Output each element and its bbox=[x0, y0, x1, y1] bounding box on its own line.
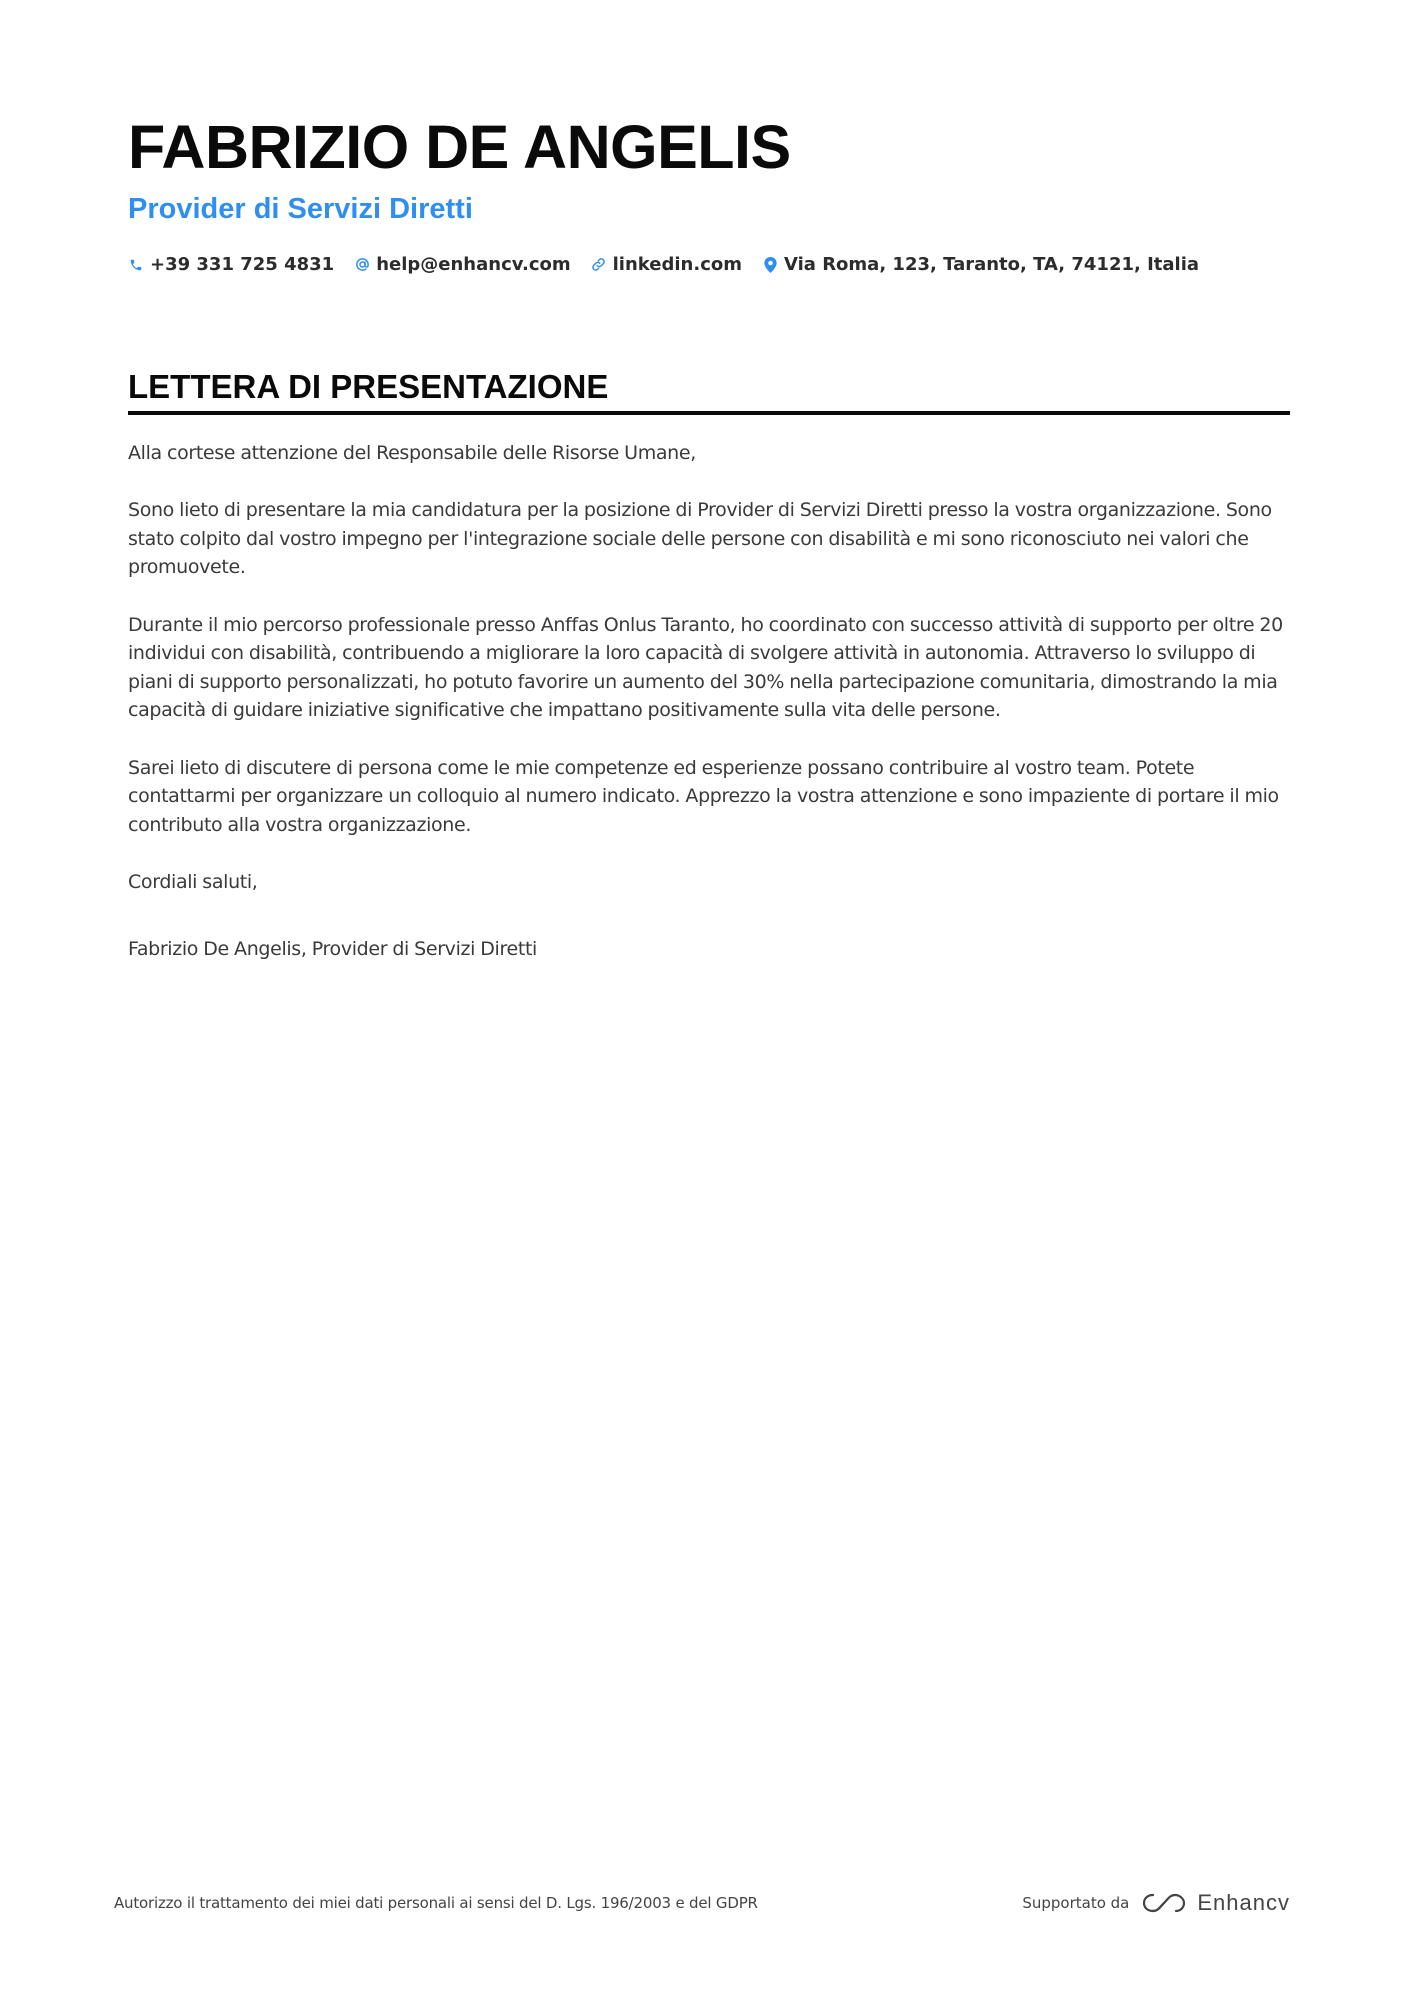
enhancv-logo-icon bbox=[1141, 1891, 1187, 1915]
letter-signature: Fabrizio De Angelis, Provider di Servizi Diretti bbox=[128, 937, 537, 960]
contact-email[interactable] bbox=[354, 254, 570, 275]
enhancv-logo-text: Enhancv bbox=[1197, 1890, 1290, 1915]
letter-closing: Cordiali saluti, bbox=[128, 870, 258, 893]
phone-icon bbox=[128, 256, 144, 274]
privacy-consent: Autorizzo il trattamento dei miei dati personali ai sensi del D. Lgs. 196/2003 e del GDPR bbox=[114, 1894, 758, 1912]
letter-paragraph: Sarei lieto di discutere di persona come le mie competenze ed esperienze possano contribuire al vostro team. Potete contattarmi per organizzare un colloquio al numero indicato. Apprezzo la vostra attenzione e sono impaziente di portare il mio contributo alla vostra organizzazione. bbox=[128, 756, 1279, 836]
letter-greeting: Alla cortese attenzione del Responsabile delle Risorse Umane, bbox=[128, 442, 696, 464]
link-icon bbox=[591, 256, 607, 274]
applicant-role: Provider di Servizi Diretti bbox=[128, 193, 473, 225]
contact-bar bbox=[128, 254, 1290, 275]
cover-letter-page bbox=[128, 110, 1290, 992]
letter-paragraph: Durante il mio percorso professionale presso Anffas Onlus Taranto, ho coordinato con successo attività di supporto per oltre 20 individui con disabilità, contribuendo a migliorare la loro capacità di svolgere attività in autonomia. Attraverso lo sviluppo di piani di supporto personalizzati, ho potuto favorire un aumento del 30% nella partecipazione comunitaria, dimostrando la mia capacità di guidare iniziative significative che impattano positivamente sulla vita delle persone. bbox=[128, 613, 1283, 722]
location-pin-icon bbox=[762, 256, 778, 274]
section-title: LETTERA DI PRESENTAZIONE bbox=[128, 368, 609, 405]
letter-paragraph: Sono lieto di presentare la mia candidatura per la posizione di Provider di Servizi Diretti presso la vostra organizzazione. Sono stato colpito dal vostro impegno per l'integrazione sociale delle persone con disabilità e mi sono riconosciuto nei valori che promuovete. bbox=[128, 499, 1272, 579]
page-footer bbox=[114, 1890, 1290, 1916]
powered-by-label: Supportato da bbox=[1022, 1894, 1130, 1912]
letter-body bbox=[128, 439, 1290, 963]
contact-email-text: help@enhancv.com bbox=[376, 254, 571, 275]
applicant-name: FABRIZIO DE ANGELIS bbox=[128, 113, 791, 181]
contact-address bbox=[762, 254, 1199, 275]
contact-linkedin-text: linkedin.com bbox=[612, 254, 742, 275]
powered-by[interactable] bbox=[1022, 1890, 1290, 1916]
contact-address-text: Via Roma, 123, Taranto, TA, 74121, Italia bbox=[784, 254, 1200, 275]
contact-linkedin[interactable] bbox=[591, 254, 742, 275]
at-icon bbox=[354, 256, 370, 274]
contact-phone-text: +39 331 725 4831 bbox=[150, 254, 335, 275]
section-divider bbox=[128, 411, 1290, 415]
contact-phone[interactable] bbox=[128, 254, 334, 275]
